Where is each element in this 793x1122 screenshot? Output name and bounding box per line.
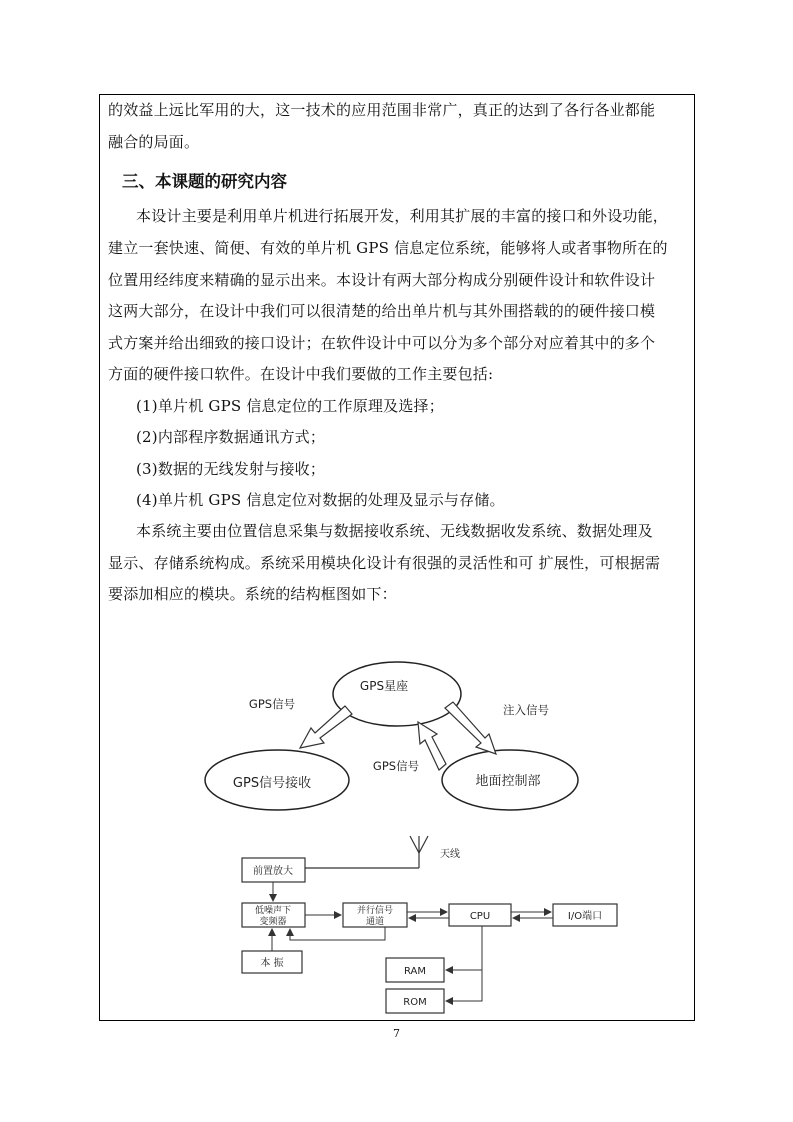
page-number: 7 xyxy=(393,1027,400,1040)
p1-line-5: 式方案并给出细致的接口设计；在软件设计中可以分为多个部分对应着其中的多个 xyxy=(108,334,656,352)
lna-label-2: 变频器 xyxy=(259,917,287,927)
cpu-label: CPU xyxy=(469,911,491,922)
p2-line-1: 本系统主要由位置信息采集与数据接收系统、无线数据收发系统、数据处理及 xyxy=(136,522,653,540)
gps-constellation-label: GPS星座 xyxy=(359,679,409,693)
list-item-1: (1)单片机 GPS 信息定位的工作原理及选择； xyxy=(136,397,444,415)
gps-signal-middle-label: GPS信号 xyxy=(372,759,420,773)
gps-receive-label: GPS信号接收 xyxy=(232,776,312,791)
p2-line-3: 要添加相应的模块。系统的结构框图如下： xyxy=(108,585,397,603)
arrow-ground-to-constellation xyxy=(418,722,446,770)
p2-line-2: 显示、存储系统构成。系统采用模块化设计有很强的灵活性和可 扩展性，可根据需 xyxy=(108,554,661,572)
inject-signal-label: 注入信号 xyxy=(503,703,549,717)
oscillator-label: 本 振 xyxy=(260,958,284,969)
lna-label-1: 低噪声下 xyxy=(254,906,292,916)
gps-signal-left-label: GPS信号 xyxy=(248,697,296,711)
list-item-3: (3)数据的无线发射与接收； xyxy=(136,460,326,478)
arrow-constellation-to-ground xyxy=(445,702,496,754)
list-item-2: (2)内部程序数据通讯方式； xyxy=(136,428,326,446)
preamp-label: 前置放大 xyxy=(253,866,293,877)
gps-constellation-ellipse xyxy=(333,662,461,726)
antenna-label: 天线 xyxy=(440,849,460,860)
p1-line-4: 这两大部分，在设计中我们可以很清楚的给出单片机与其外围搭载的的硬件接口模 xyxy=(108,302,656,320)
p1-line-3: 位置用经纬度来精确的显示出来。本设计有两大部分构成分别硬件设计和软件设计 xyxy=(108,271,656,289)
parallel-channel-label-1: 并行信号 xyxy=(356,906,394,916)
intro-line-1: 的效益上远比军用的大，这一技术的应用范围非常广，真正的达到了各行各业都能 xyxy=(108,101,656,119)
p1-line-1: 本设计主要是利用单片机进行拓展开发，利用其扩展的丰富的接口和外设功能， xyxy=(136,207,669,225)
ram-label: RAM xyxy=(403,966,427,977)
parallel-channel-label-2: 通道 xyxy=(365,917,385,927)
antenna-icon xyxy=(305,836,428,868)
ground-control-label: 地面控制部 xyxy=(475,774,541,789)
p1-line-2: 建立一套快速、简便、有效的单片机 GPS 信息定位系统，能够将人或者事物所在的 xyxy=(108,239,668,257)
list-item-4: (4)单片机 GPS 信息定位对数据的处理及显示与存储。 xyxy=(136,491,505,509)
block-connectors xyxy=(272,882,553,1001)
section-heading: 三、本课题的研究内容 xyxy=(122,172,287,191)
arrow-constellation-to-receive xyxy=(300,706,352,748)
intro-line-2: 融合的局面。 xyxy=(108,133,200,151)
io-port-label: I/O端口 xyxy=(567,911,603,922)
system-diagram xyxy=(99,620,695,1020)
p1-line-6: 方面的硬件接口软件。在设计中我们要做的工作主要包括: xyxy=(108,365,494,383)
rom-label: ROM xyxy=(403,997,427,1008)
